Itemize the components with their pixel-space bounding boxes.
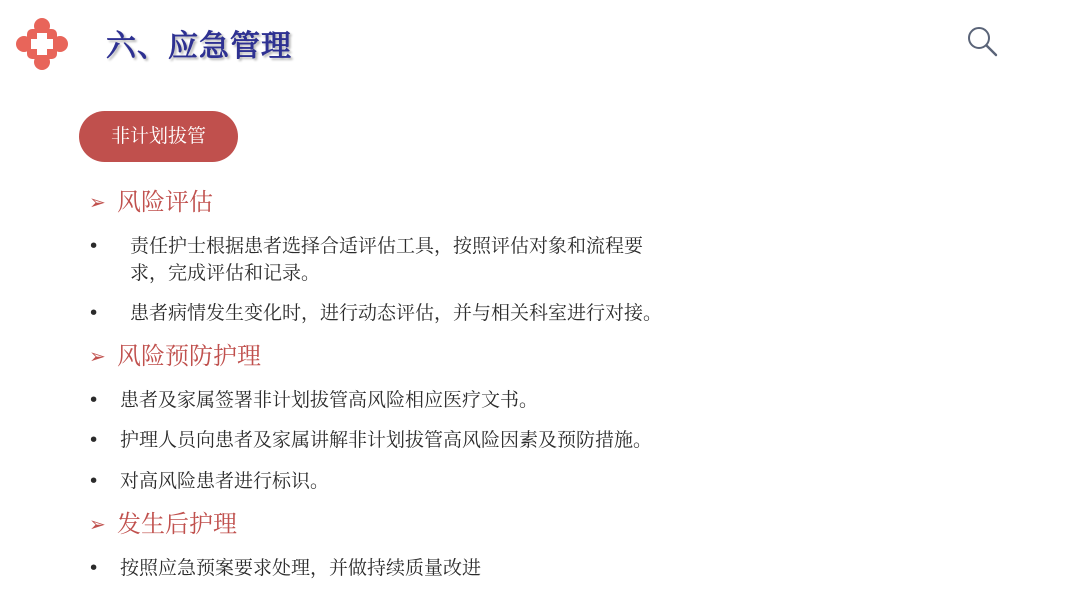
bullet-dot-icon: • [88, 557, 100, 579]
list-item-text-line: 责任护士根据患者选择合适评估工具，按照评估对象和流程要 [130, 235, 644, 257]
medical-cross-logo-icon [16, 18, 68, 70]
search-icon[interactable] [965, 24, 999, 58]
section-heading-label: 风险预防护理 [117, 342, 261, 370]
section-heading-risk-assessment [89, 186, 213, 218]
bullet-dot-icon: • [88, 429, 100, 451]
bullet-dot-icon: • [88, 302, 100, 324]
section-heading-label: 风险评估 [117, 188, 213, 216]
list-item-text-line: 护理人员向患者及家属讲解非计划拔管高风险因素及预防措施。 [120, 429, 653, 451]
section-heading-label: 发生后护理 [117, 510, 237, 538]
section-tag-button[interactable]: 非计划拔管 [79, 111, 238, 162]
bullet-dot-icon: • [88, 389, 100, 411]
section-heading-risk-prevention [89, 340, 261, 372]
bullet-dot-icon: • [88, 235, 100, 257]
section-heading-post-event-care [89, 508, 237, 540]
bullet-dot-icon: • [88, 470, 100, 492]
page-title: 六、应急管理 [106, 29, 292, 64]
arrow-bullet-icon: ➢ [89, 190, 106, 214]
arrow-bullet-icon: ➢ [89, 344, 106, 368]
list-item-text-line: 患者及家属签署非计划拔管高风险相应医疗文书。 [120, 389, 539, 411]
arrow-bullet-icon: ➢ [89, 512, 106, 536]
list-item-text-line: 求，完成评估和记录。 [130, 262, 321, 284]
list-item-text-line: 对高风险患者进行标识。 [120, 470, 330, 492]
list-item-text-line: 按照应急预案要求处理，并做持续质量改进 [120, 557, 482, 579]
list-item-text-line: 患者病情发生变化时，进行动态评估，并与相关科室进行对接。 [130, 302, 663, 324]
